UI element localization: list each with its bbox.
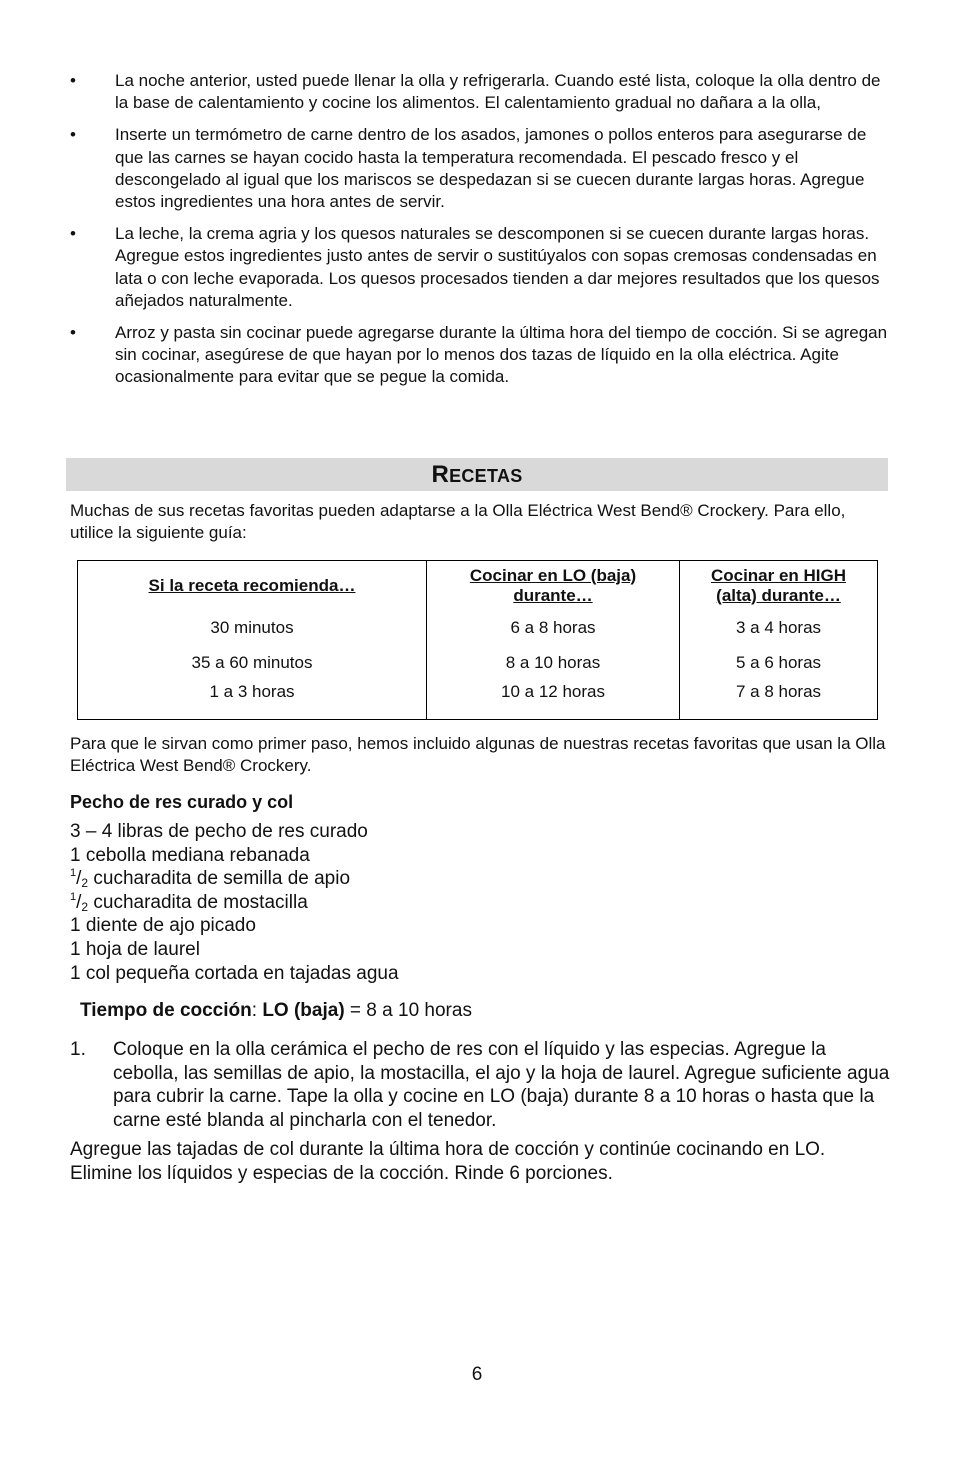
section-heading-rest: ECETAS xyxy=(449,466,523,486)
table-row xyxy=(78,680,878,720)
ingredient-item: 3 – 4 libras de pecho de res curado xyxy=(70,821,368,842)
tips-list xyxy=(68,70,888,399)
table-header-row xyxy=(78,561,878,611)
table-header: Cocinar en HIGH (alta) durante… xyxy=(680,561,878,611)
fraction-denominator: 2 xyxy=(81,899,89,914)
intro-paragraph: Muchas de sus recetas favoritas pueden adaptarse a la Olla Eléctrica West Bend® Crockery. Para ello, utilice la siguiente guía: xyxy=(70,501,846,543)
ingredient-item: 1 col pequeña cortada en tajadas agua xyxy=(70,962,399,984)
bullet-marker: • xyxy=(70,224,76,244)
cook-time xyxy=(80,1000,472,1022)
ingredient-item: 1 cebolla mediana rebanada xyxy=(70,844,310,866)
table-cell: 3 a 4 horas xyxy=(680,610,878,645)
section-heading-initial: R xyxy=(431,461,450,488)
table-cell: 1 a 3 horas xyxy=(78,680,427,720)
tip-item xyxy=(68,322,888,389)
table-cell: 10 a 12 horas xyxy=(427,680,680,720)
cook-time-label: Tiempo de cocción xyxy=(80,1000,252,1021)
tip-item xyxy=(68,223,888,312)
table-cell: 5 a 6 horas xyxy=(680,645,878,680)
fraction-numerator: 1 xyxy=(70,867,77,880)
ingredient-item: 1 hoja de laurel xyxy=(70,938,200,960)
table-row xyxy=(78,610,878,645)
tip-item xyxy=(68,124,888,213)
table-cell: 30 minutos xyxy=(78,610,427,645)
bullet-marker: • xyxy=(70,71,76,90)
table-row xyxy=(78,645,878,680)
after-table-paragraph: Para que le sirvan como primer paso, hemos incluido algunas de nuestras recetas favoritas que usan la Olla Eléctrica West Bend® Crockery. xyxy=(70,734,886,776)
table-header: Si la receta recomienda… xyxy=(78,561,427,611)
ingredient-text: cucharadita de semilla de apio xyxy=(88,868,351,890)
cook-time-separator: : xyxy=(251,1000,263,1021)
cooking-time-table xyxy=(77,560,878,720)
tip-text: Arroz y pasta sin cocinar puede agregarse durante la última hora del tiempo de cocción. Si se agregan sin cocinar, asegúrese de que hayan por lo menos dos tazas de líquido en la olla eléctrica. Agite ocasionalmente para evitar que se pegue la comida. xyxy=(115,323,888,387)
cook-time-value: = 8 a 10 horas xyxy=(344,1000,472,1021)
table-cell: 8 a 10 horas xyxy=(427,645,680,680)
recipe-step xyxy=(70,1038,890,1132)
table-cell: 6 a 8 horas xyxy=(427,610,680,645)
fraction-denominator: 2 xyxy=(81,876,89,891)
closing-paragraph: Agregue las tajadas de col durante la última hora de cocción y continúe cocinando en LO. Elimine los líquidos y especias de la cocción. Rinde 6 porciones. xyxy=(70,1139,826,1184)
tip-text: La noche anterior, usted puede llenar la olla y refrigerarla. Cuando esté lista, coloque la olla dentro de la base de calentamiento y cocine los alimentos. El calentamiento gradual no dañara a la olla, xyxy=(115,71,881,113)
table-cell: 7 a 8 horas xyxy=(680,680,878,720)
step-number: 1. xyxy=(70,1039,86,1060)
recipe-title: Pecho de res curado y col xyxy=(70,792,294,812)
page-number: 6 xyxy=(471,1364,483,1385)
tip-text: Inserte un termómetro de carne dentro de los asados, jamones o pollos enteros para asegurarse de que las carnes se hayan cocido hasta la temperatura recomendada. El pescado fresco y el descongelado al igual que los mariscos se despedazan si se cuecen durante largas horas. Agregue estos ingredientes una hora antes de servir. xyxy=(115,125,867,212)
table-header: Cocinar en LO (baja) durante… xyxy=(427,561,680,611)
tip-text: La leche, la crema agria y los quesos naturales se descomponen si se cuecen durante largas horas. Agregue estos ingredientes justo antes de servir o sustitúyalos con sopas cremosas condensadas en lata o con leche evaporada. Los quesos procesados tienden a dar mejores resultados que los quesos añejados naturalmente. xyxy=(115,224,880,310)
tip-item xyxy=(68,70,888,114)
step-text: Coloque en la olla cerámica el pecho de res con el líquido y las especias. Agregue la cebolla, las semillas de apio, la mostacilla, el ajo y la hoja de laurel. Agregue suficiente agua para cubrir la carne. Tape la olla y cocine en LO (baja) durante 8 a 10 horas o hasta que la carne esté blanda al pincharla con el tenedor. xyxy=(113,1039,890,1131)
fraction-numerator: 1 xyxy=(70,890,77,903)
table-cell: 35 a 60 minutos xyxy=(78,645,427,680)
bullet-marker: • xyxy=(70,323,76,343)
cook-time-setting: LO (baja) xyxy=(262,1000,345,1021)
ingredient-text: cucharadita de mostacilla xyxy=(88,891,308,913)
bullet-marker: • xyxy=(70,125,76,145)
ingredient-item: $^1/_2$ cucharadita de semilla de apio xyxy=(70,867,351,891)
ingredient-list xyxy=(70,820,399,985)
ingredient-item: 1 diente de ajo picado xyxy=(70,915,256,937)
ingredient-item: $^1/_2$ cucharadita de mostacilla xyxy=(70,890,308,914)
section-heading xyxy=(66,458,888,491)
